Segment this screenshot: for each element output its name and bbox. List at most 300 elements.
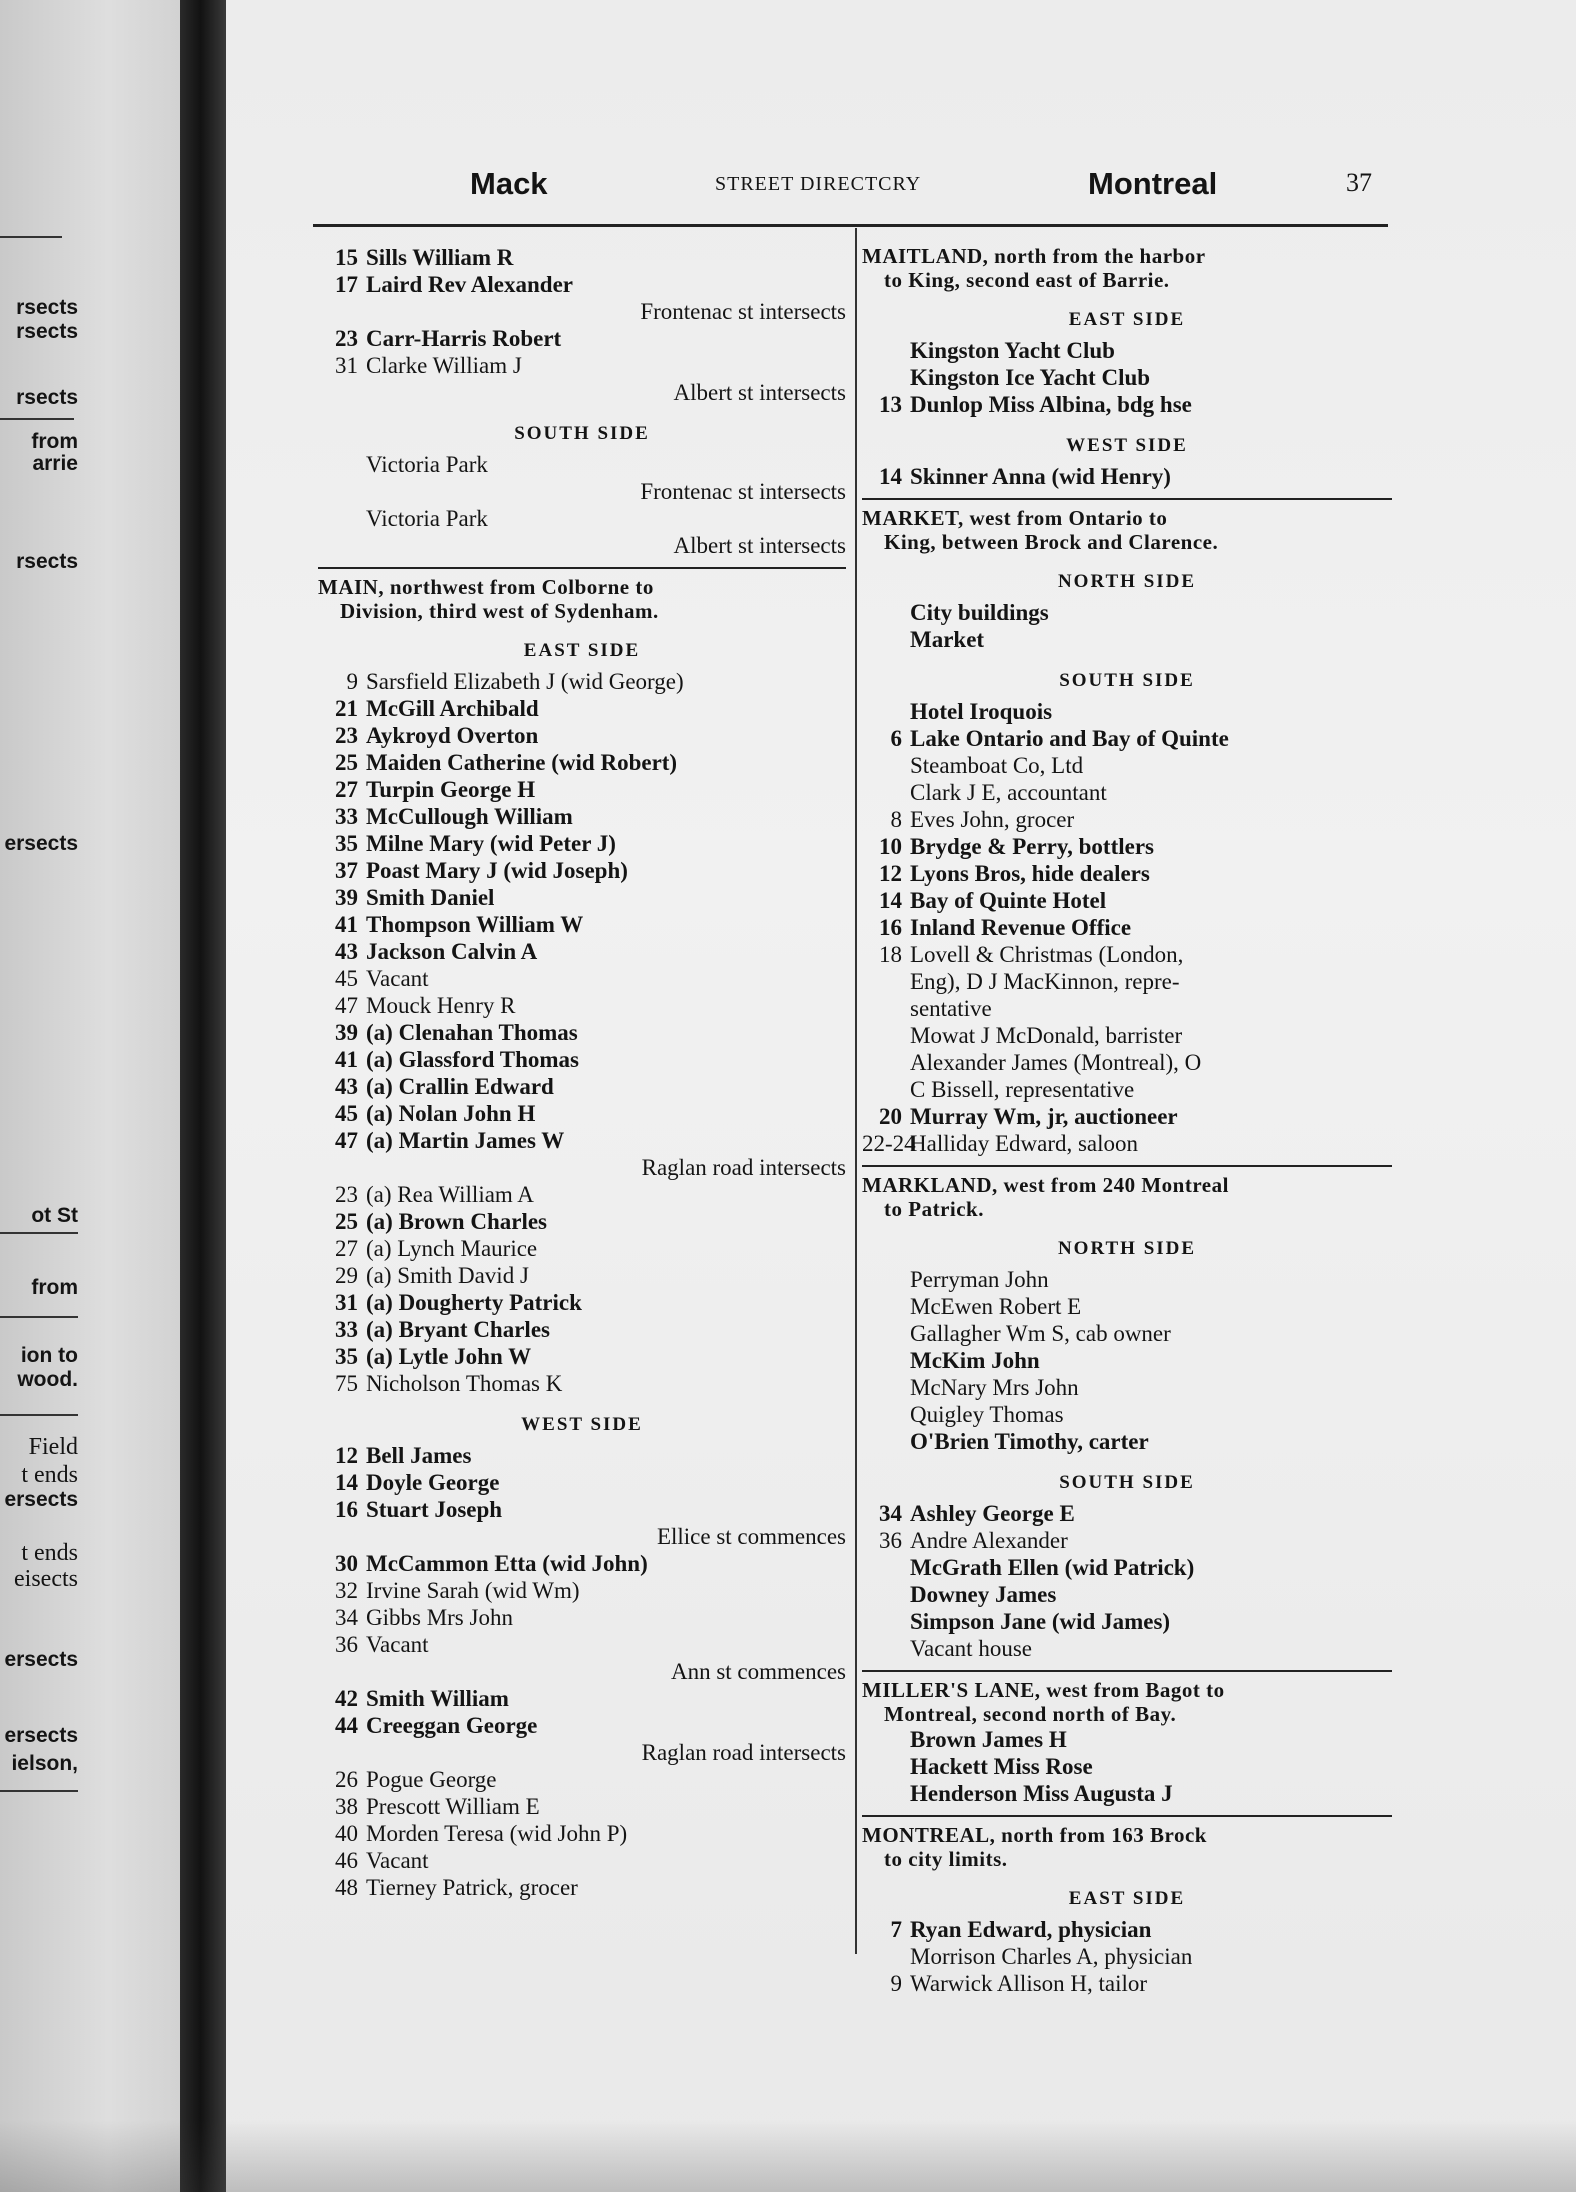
house-number: 7 (890, 1917, 902, 1942)
intersection-note: Albert st intersects (673, 380, 846, 405)
street-title-markland (862, 1173, 1392, 1221)
directory-entry (318, 695, 846, 722)
facing-page-fragment: from (31, 430, 78, 453)
house-number: 41 (335, 1047, 358, 1072)
street-title-line: MARKET, west from Ontario to (862, 506, 1168, 530)
entry-list (862, 1022, 1392, 1076)
house-number: 34 (879, 1501, 902, 1526)
entry-list (318, 668, 846, 1154)
facing-page-fragment: wood. (17, 1368, 78, 1391)
house-number: 8 (890, 807, 902, 832)
street-title-montreal (862, 1823, 1392, 1871)
resident-name: Doyle George (366, 1470, 500, 1495)
entry-list (862, 1266, 1392, 1455)
entry-list (318, 1685, 846, 1739)
intersection-note: Raglan road intersects (641, 1155, 846, 1180)
directory-entry (862, 1320, 1392, 1347)
directory-entry (318, 803, 846, 830)
directory-entry (318, 1019, 846, 1046)
intersection-note: Ann st commences (670, 1659, 846, 1684)
facing-page-rule (0, 1790, 78, 1792)
directory-entry (318, 1262, 846, 1289)
directory-entry (862, 1970, 1392, 1997)
resident-name: Eves John, grocer (910, 807, 1075, 832)
directory-entry (318, 1100, 846, 1127)
resident-name: Sills William R (366, 245, 514, 270)
resident-name: Gibbs Mrs John (366, 1605, 513, 1630)
resident-name: Skinner Anna (wid Henry) (910, 464, 1171, 489)
side-heading: EAST SIDE (523, 640, 641, 661)
resident-name: Vacant (366, 1632, 429, 1657)
resident-name: Lake Ontario and Bay of Quinte (910, 726, 1229, 751)
directory-entry (318, 1370, 846, 1397)
directory-entry (318, 1235, 846, 1262)
directory-entry (318, 749, 846, 776)
resident-name: (a) Martin James W (366, 1128, 565, 1153)
section-rule (862, 1670, 1392, 1672)
directory-entry (862, 626, 1392, 653)
directory-entry (318, 1442, 846, 1469)
header-rule (313, 224, 1388, 227)
house-number: 48 (335, 1875, 358, 1900)
house-number: 33 (335, 1317, 358, 1342)
resident-name: McCullough William (366, 804, 573, 829)
directory-entry (318, 1793, 846, 1820)
side-heading: EAST SIDE (1068, 1888, 1186, 1909)
house-number: 12 (335, 1443, 358, 1468)
house-number: 43 (335, 939, 358, 964)
house-number: 32 (335, 1578, 358, 1603)
resident-name: (a) Nolan John H (366, 1101, 536, 1126)
facing-page-rule (0, 1316, 78, 1318)
directory-entry (318, 352, 846, 379)
side-heading: EAST SIDE (1068, 309, 1186, 330)
resident-name: McCammon Etta (wid John) (366, 1551, 648, 1576)
entry-list (862, 1103, 1392, 1157)
house-number: 36 (335, 1632, 358, 1657)
resident-name: (a) Clenahan Thomas (366, 1020, 578, 1045)
house-number: 9 (346, 669, 358, 694)
house-number: 6 (890, 726, 902, 751)
directory-entry (318, 325, 846, 352)
resident-name: Market (910, 627, 985, 652)
directory-entry (318, 668, 846, 695)
entry-continuation: C Bissell, representative (910, 1077, 1135, 1102)
side-heading: NORTH SIDE (1057, 1238, 1197, 1259)
directory-entry (862, 1401, 1392, 1428)
directory-entry (862, 364, 1392, 391)
resident-name: Gallagher Wm S, cab owner (910, 1321, 1171, 1346)
house-number: 46 (335, 1848, 358, 1873)
section-rule (862, 498, 1392, 500)
entry-list (862, 1916, 1392, 1997)
house-number: 47 (335, 993, 358, 1018)
entry-list (862, 599, 1392, 653)
resident-name: McKim John (910, 1348, 1040, 1373)
side-heading: NORTH SIDE (1057, 571, 1197, 592)
facing-page-fragment: ersects (4, 1648, 78, 1671)
resident-name: Mouck Henry R (366, 993, 516, 1018)
street-title-line: MILLER'S LANE, west from Bagot to (862, 1678, 1225, 1702)
directory-entry (862, 337, 1392, 364)
entry-list (862, 779, 1392, 968)
directory-entry (318, 1073, 846, 1100)
directory-entry (862, 779, 1392, 806)
house-number: 13 (879, 392, 902, 417)
street-title-line: MAITLAND, north from the harbor (862, 244, 1206, 268)
house-number: 33 (335, 804, 358, 829)
directory-entry (318, 1631, 846, 1658)
house-number: 27 (335, 1236, 358, 1261)
directory-entry (862, 860, 1392, 887)
resident-name: Kingston Ice Yacht Club (910, 365, 1151, 390)
resident-name: Irvine Sarah (wid Wm) (366, 1578, 580, 1603)
directory-entry (318, 1496, 846, 1523)
house-number: 23 (335, 1182, 358, 1207)
house-number: 35 (335, 1344, 358, 1369)
resident-name: Laird Rev Alexander (366, 272, 573, 297)
resident-name: McGill Archibald (366, 696, 539, 721)
resident-name: Aykroyd Overton (366, 723, 539, 748)
directory-entry (862, 1916, 1392, 1943)
entry-list (862, 1500, 1392, 1662)
directory-entry (318, 1577, 846, 1604)
house-number: 29 (335, 1263, 358, 1288)
directory-entry (862, 725, 1392, 752)
resident-name: Smith William (366, 1686, 509, 1711)
entry-list (862, 463, 1392, 490)
directory-entry (318, 830, 846, 857)
resident-name: Morden Teresa (wid John P) (366, 1821, 628, 1846)
resident-name: (a) Lynch Maurice (366, 1236, 538, 1261)
resident-name: (a) Brown Charles (366, 1209, 548, 1234)
resident-name: Brydge & Perry, bottlers (910, 834, 1154, 859)
directory-entry (318, 1766, 846, 1793)
resident-name: Perryman John (910, 1267, 1049, 1292)
section-rule (318, 567, 846, 569)
directory-entry (318, 271, 846, 298)
resident-name: Clarke William J (366, 353, 522, 378)
directory-entry: Victoria Park (366, 506, 488, 531)
resident-name: Carr-Harris Robert (366, 326, 562, 351)
house-number: 43 (335, 1074, 358, 1099)
house-number: 40 (335, 1821, 358, 1846)
house-number: 21 (335, 696, 358, 721)
resident-name: Ashley George E (910, 1501, 1075, 1526)
directory-entry (862, 1943, 1392, 1970)
house-number: 34 (335, 1605, 358, 1630)
resident-name: Henderson Miss Augusta J (910, 1781, 1173, 1806)
directory-entry (862, 1266, 1392, 1293)
directory-entry (862, 1428, 1392, 1455)
directory-entry (318, 1316, 846, 1343)
resident-name: City buildings (910, 600, 1049, 625)
street-title-line: to city limits. (884, 1847, 1008, 1871)
directory-entry (862, 1293, 1392, 1320)
directory-entry (862, 833, 1392, 860)
house-number: 14 (335, 1470, 358, 1495)
directory-entry (318, 1046, 846, 1073)
house-number: 26 (335, 1767, 358, 1792)
resident-name: Milne Mary (wid Peter J) (366, 831, 616, 856)
running-header (0, 166, 1576, 206)
resident-name: Stuart Joseph (366, 1497, 503, 1522)
house-number: 41 (335, 912, 358, 937)
directory-entry (318, 1343, 846, 1370)
house-number: 31 (335, 1290, 358, 1315)
directory-entry (862, 1527, 1392, 1554)
directory-entry (318, 857, 846, 884)
directory-entry (318, 884, 846, 911)
resident-name: Andre Alexander (910, 1528, 1068, 1553)
house-number: 16 (879, 915, 902, 940)
resident-name: Lovell & Christmas (London, (910, 942, 1184, 967)
intersection-note: Ellice st commences (656, 1524, 846, 1549)
house-number: 23 (335, 326, 358, 351)
house-number: 30 (335, 1551, 358, 1576)
entry-list (862, 698, 1392, 752)
page-number: 37 (1346, 168, 1372, 197)
facing-page-fragment: from (31, 1276, 78, 1299)
resident-name: Tierney Patrick, grocer (366, 1875, 578, 1900)
entry-list (862, 337, 1392, 418)
directory-entry (318, 1469, 846, 1496)
resident-name: McEwen Robert E (910, 1294, 1082, 1319)
directory-entry (862, 1581, 1392, 1608)
resident-name: Dunlop Miss Albina, bdg hse (910, 392, 1192, 417)
facing-page-fragment: t ends (21, 1462, 78, 1488)
resident-name: Maiden Catherine (wid Robert) (366, 750, 678, 775)
resident-name: (a) Smith David J (366, 1263, 529, 1288)
resident-name: (a) Rea William A (366, 1182, 534, 1207)
street-title-line: Division, third west of Sydenham. (340, 599, 659, 623)
resident-name: (a) Glassford Thomas (366, 1047, 579, 1072)
facing-page-fragment: rsects (16, 296, 78, 319)
entry-continuation: Steamboat Co, Ltd (910, 753, 1084, 778)
house-number: 39 (335, 1020, 358, 1045)
resident-name: Pogue George (366, 1767, 497, 1792)
house-number: 23 (335, 723, 358, 748)
directory-entry (318, 1820, 846, 1847)
street-title-line: MAIN, northwest from Colborne to (318, 575, 654, 599)
left-column (318, 244, 846, 1901)
resident-name: Smith Daniel (366, 885, 495, 910)
house-number: 14 (879, 464, 902, 489)
directory-entry (862, 1554, 1392, 1581)
house-number: 37 (335, 858, 358, 883)
directory-entry (862, 1103, 1392, 1130)
column-divider (855, 228, 857, 1954)
house-number: 18 (879, 942, 902, 967)
house-number: 14 (879, 888, 902, 913)
entry-list (318, 1550, 846, 1658)
house-number: 42 (335, 1686, 358, 1711)
intersection-note: Raglan road intersects (641, 1740, 846, 1765)
house-number: 35 (335, 831, 358, 856)
facing-page-rule (0, 1414, 78, 1416)
resident-name: Jackson Calvin A (366, 939, 538, 964)
entry-list (318, 244, 846, 298)
resident-name: Creeggan George (366, 1713, 538, 1738)
directory-entry (862, 463, 1392, 490)
facing-page-fragment: t ends (21, 1540, 78, 1566)
house-number: 25 (335, 750, 358, 775)
entry-list (862, 1726, 1392, 1807)
resident-name: Clark J E, accountant (910, 780, 1107, 805)
resident-name: Hackett Miss Rose (910, 1754, 1093, 1779)
house-number: 47 (335, 1128, 358, 1153)
resident-name: Ryan Edward, physician (910, 1917, 1152, 1942)
entry-list (318, 1442, 846, 1523)
house-number: 25 (335, 1209, 358, 1234)
header-title: STREET DIRECTCRY (715, 173, 922, 195)
resident-name: Hotel Iroquois (910, 699, 1053, 724)
facing-page-rule (0, 1232, 78, 1234)
entry-list (318, 1766, 846, 1901)
intersection-note: Frontenac st intersects (640, 479, 846, 504)
street-title-line: MONTREAL, north from 163 Brock (862, 1823, 1207, 1847)
scan-bottom-shadow (0, 2120, 1576, 2192)
house-number: 75 (335, 1371, 358, 1396)
directory-entry (862, 806, 1392, 833)
directory-entry (318, 1685, 846, 1712)
resident-name: O'Brien Timothy, carter (910, 1429, 1149, 1454)
house-number: 12 (879, 861, 902, 886)
right-column (862, 244, 1392, 1997)
directory-entry (318, 1847, 846, 1874)
directory-entry (318, 938, 846, 965)
directory-entry (318, 1289, 846, 1316)
house-number: 16 (335, 1497, 358, 1522)
house-number: 20 (879, 1104, 902, 1129)
street-title-line: MARKLAND, west from 240 Montreal (862, 1173, 1229, 1197)
resident-name: Murray Wm, jr, auctioneer (910, 1104, 1178, 1129)
resident-name: Turpin George H (366, 777, 536, 802)
resident-name: Mowat J McDonald, barrister (910, 1023, 1183, 1048)
resident-name: Alexander James (Montreal), O (910, 1050, 1202, 1075)
street-title-maitland (862, 244, 1392, 292)
resident-name: Vacant (366, 1848, 429, 1873)
directory-entry (318, 1127, 846, 1154)
header-left-street: Mack (470, 166, 548, 201)
entry-list (318, 1181, 846, 1397)
resident-name: Prescott William E (366, 1794, 540, 1819)
street-title-millers-lane (862, 1678, 1392, 1726)
house-number: 10 (879, 834, 902, 859)
facing-page-fragment: ersects (4, 832, 78, 855)
directory-entry (318, 1712, 846, 1739)
resident-name: Lyons Bros, hide dealers (910, 861, 1150, 886)
book-gutter (180, 0, 226, 2192)
resident-name: (a) Crallin Edward (366, 1074, 554, 1099)
facing-page-fragment: rsects (16, 320, 78, 343)
directory-entry (318, 244, 846, 271)
section-rule (862, 1815, 1392, 1817)
directory-entry (862, 1753, 1392, 1780)
house-number: 36 (879, 1528, 902, 1553)
facing-page-rule (0, 236, 62, 238)
house-number: 27 (335, 777, 358, 802)
directory-entry (318, 1208, 846, 1235)
resident-name: Quigley Thomas (910, 1402, 1064, 1427)
house-number: 31 (335, 353, 358, 378)
directory-entry (862, 941, 1392, 968)
street-title-market (862, 506, 1392, 554)
resident-name: (a) Dougherty Patrick (366, 1290, 582, 1315)
street-title-main (318, 575, 846, 623)
side-heading: SOUTH SIDE (514, 423, 650, 444)
facing-page-fragment: ot St (31, 1204, 78, 1227)
house-number: 39 (335, 885, 358, 910)
directory-entry (862, 1049, 1392, 1076)
house-number: 38 (335, 1794, 358, 1819)
resident-name: Simpson Jane (wid James) (910, 1609, 1171, 1634)
intersection-note: Albert st intersects (673, 533, 846, 558)
resident-name: Vacant (366, 966, 429, 991)
directory-entry (318, 776, 846, 803)
resident-name: Nicholson Thomas K (366, 1371, 563, 1396)
directory-entry (862, 887, 1392, 914)
directory-entry (862, 914, 1392, 941)
resident-name: (a) Lytle John W (366, 1344, 532, 1369)
directory-entry (318, 1181, 846, 1208)
directory-entry (318, 992, 846, 1019)
street-title-line: to Patrick. (884, 1197, 984, 1221)
directory-entry (862, 1726, 1392, 1753)
resident-name: Downey James (910, 1582, 1057, 1607)
facing-page-rule (0, 418, 74, 420)
directory-entry (862, 391, 1392, 418)
resident-name: Vacant house (910, 1636, 1032, 1661)
facing-page-fragment: ion to (20, 1344, 78, 1367)
facing-page-fragment: ersects (4, 1724, 78, 1747)
resident-name: Bay of Quinte Hotel (910, 888, 1107, 913)
directory-entry (318, 911, 846, 938)
entry-continuation: Eng), D J MacKinnon, repre- (910, 969, 1180, 994)
directory-entry (862, 1608, 1392, 1635)
section-rule (862, 1165, 1392, 1167)
street-title-line: Montreal, second north of Bay. (884, 1702, 1177, 1726)
directory-entry (318, 1550, 846, 1577)
street-title-line: to King, second east of Barrie. (884, 268, 1170, 292)
resident-name: McGrath Ellen (wid Patrick) (910, 1555, 1195, 1580)
header-right-street: Montreal (1088, 166, 1218, 201)
house-number: 9 (890, 1971, 902, 1996)
side-heading: SOUTH SIDE (1059, 670, 1195, 691)
resident-name: Thompson William W (366, 912, 584, 937)
directory-entry (318, 722, 846, 749)
facing-page-fragment: rsects (16, 386, 78, 409)
house-number: 22-24 (862, 1131, 916, 1156)
directory-entry (862, 599, 1392, 626)
directory-entry (862, 1347, 1392, 1374)
directory-entry (862, 1374, 1392, 1401)
resident-name: Halliday Edward, saloon (910, 1131, 1139, 1156)
side-heading: SOUTH SIDE (1059, 1472, 1195, 1493)
resident-name: Brown James H (910, 1727, 1067, 1752)
house-number: 45 (335, 966, 358, 991)
facing-page-fragment: arrie (32, 452, 78, 475)
directory-entry (862, 1022, 1392, 1049)
resident-name: McNary Mrs John (910, 1375, 1079, 1400)
house-number: 44 (335, 1713, 358, 1738)
resident-name: Warwick Allison H, tailor (910, 1971, 1148, 1996)
directory-entry (318, 965, 846, 992)
directory-entry (862, 1500, 1392, 1527)
facing-page-fragment: Field (28, 1434, 78, 1460)
resident-name: Poast Mary J (wid Joseph) (366, 858, 628, 883)
resident-name: Sarsfield Elizabeth J (wid George) (366, 669, 684, 694)
